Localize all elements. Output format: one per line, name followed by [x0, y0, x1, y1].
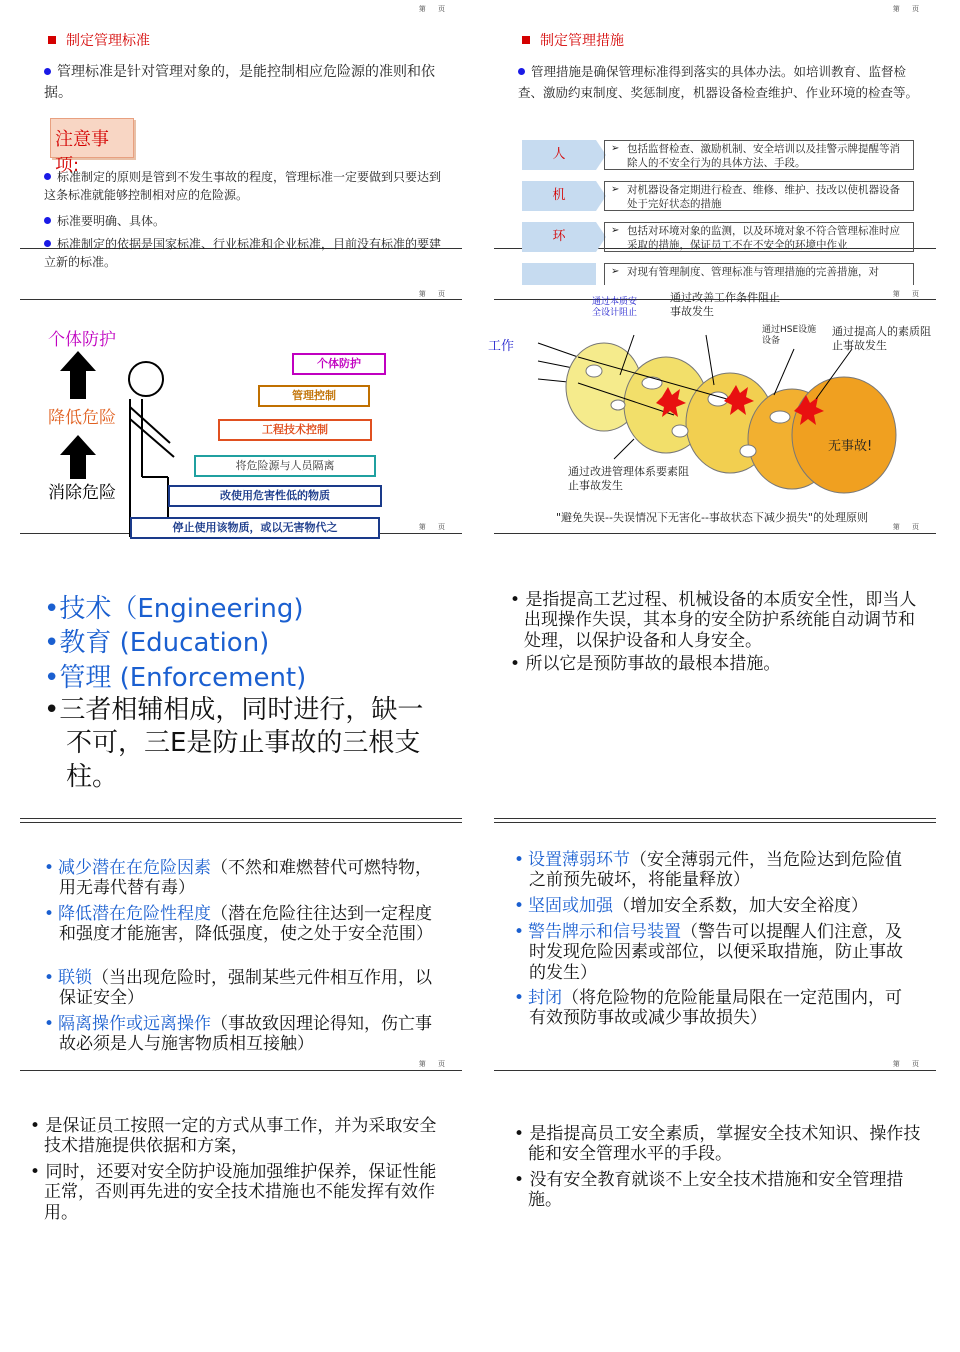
- slide-management-standards: [20, 0, 462, 269]
- annotation-hse: 通过HSE设施设备: [762, 325, 817, 347]
- divider: [20, 818, 462, 819]
- bullet-item: • 警告牌示和信号装置（警告可以提醒人们注意，及时发现危险因素或部位，以便采取措施，防止事故的发生）: [514, 922, 903, 983]
- checkmark-icon: ➢: [611, 266, 620, 277]
- step-engineering-control: 工程技术控制: [218, 419, 372, 441]
- bullet-item: • 封闭（将危险物的危险能量局限在一定范围内，可有效预防事故或减少事故损失）: [514, 988, 903, 1029]
- bullet-item: 标准要明确、具体。: [44, 212, 444, 230]
- step-personal-protection: 个体防护: [292, 353, 386, 375]
- square-bullet-icon: [522, 36, 530, 44]
- bullet-item: • 所以它是预防事故的最根本措施。: [510, 654, 781, 674]
- slide-management-measures: [494, 0, 936, 278]
- step-isolation: 将危险源与人员隔离: [194, 455, 376, 477]
- label-reduce-risk: 降低危险: [48, 408, 116, 428]
- no-accident-label: 无事故!: [828, 439, 873, 454]
- page-mark: 第 页: [418, 523, 450, 531]
- label-personal-protection: 个体防护: [48, 330, 116, 350]
- page-mark: 第 页: [892, 1060, 924, 1068]
- bullet-icon: [44, 217, 51, 224]
- bullet-icon: [44, 68, 51, 75]
- annotation-work-conditions: 通过改善工作条件阻止事故发生: [670, 291, 780, 318]
- bullet-item: 标准制定的原则是管到不发生事故的程度，管理标准一定要做到只要达到这条标准就能够控制相对应的危险源。: [44, 170, 442, 202]
- step-substitution: 改使用危害性低的物质: [168, 485, 382, 507]
- slide-three-e: [20, 570, 462, 825]
- bullet-item: 标准制定的依据是国家标准、行业标准和企业标准，目前没有标准的要建立新的标准。: [44, 237, 442, 269]
- page-mark: 第 页: [892, 523, 924, 531]
- checkmark-icon: ➢: [611, 225, 620, 236]
- item-enforcement: •管理 (Enforcement): [44, 663, 307, 693]
- row-box: ➢ 包括对环境对象的监测，以及环境对象不符合管理标准时应采取的措施，保证员工不在不安全的环境中作业: [604, 222, 914, 252]
- divider: [20, 299, 462, 300]
- bullet-icon: [518, 68, 525, 75]
- section-title: 制定管理措施: [522, 30, 624, 50]
- page-mark: 第 页: [418, 1060, 450, 1068]
- slide-technical-measures-2: [494, 822, 936, 1077]
- row-box: ➢ 对机器设备定期进行检查、维修、维护、技改以使机器设备处于完好状态的措施: [604, 181, 914, 211]
- divider: [494, 533, 936, 534]
- bullet-item: • 同时，还要对安全防护设施加强维护保养，保证性能正常，否则再先进的安全技术措施也不能发挥有效作用。: [30, 1162, 437, 1223]
- paragraph: 管理措施是确保管理标准得到落实的具体办法。如培训教育、监督检查、激励约束制度、奖惩制度，机器设备检查维护、作业环境的检查等。: [518, 64, 919, 100]
- bullet-item: • 没有安全教育就谈不上安全技术措施和安全管理措施。: [514, 1170, 904, 1211]
- bullet-item: • 是指提高员工安全素质，掌握安全技术知识、操作技能和安全管理水平的手段。: [514, 1124, 921, 1165]
- row-label-machine: 机: [522, 181, 596, 211]
- page-mark: 第 页: [418, 290, 450, 298]
- section-title: 制定管理标准: [48, 30, 150, 50]
- up-arrow-icon: [60, 351, 96, 399]
- slide-education-role: [494, 1096, 936, 1266]
- checkmark-icon: ➢: [611, 184, 620, 195]
- item-engineering: •技术（Engineering): [44, 594, 304, 624]
- slide-intrinsic-safety: [494, 570, 936, 825]
- stick-figure-icon: [120, 357, 210, 537]
- row-box: ➢ 对现有管理制度、管理标准与管理措施的完善措施，对: [604, 263, 914, 293]
- bullet-item: • 是指提高工艺过程、机械设备的本质安全性，即当人出现操作失误，其本身的安全防护系统能自动调节和处理，以保护设备和人身安全。: [510, 590, 917, 651]
- step-elimination: 停止使用该物质，或以无害物代之: [130, 517, 380, 539]
- bullet-item: • 是保证员工按照一定的方式从事工作，并为采取安全技术措施提供依据和方案，: [30, 1116, 437, 1157]
- row-label-person: 人: [522, 140, 596, 170]
- item-education: •教育 (Education): [44, 628, 270, 658]
- annotation-management-system: 通过改进管理体系要素阻止事故发生: [568, 465, 689, 493]
- bullet-item: • 设置薄弱环节（安全薄弱元件，当危险达到危险值之前预先破坏，将能量释放）: [514, 850, 903, 891]
- square-bullet-icon: [48, 36, 56, 44]
- bullet-icon: [44, 173, 51, 180]
- bullet-icon: [44, 240, 51, 247]
- conclusion-line-2: 不可，三E是防止事故的三根支柱。: [66, 728, 421, 792]
- slide-swiss-cheese: [488, 285, 936, 540]
- paragraph: 管理标准是针对管理对象的，是能控制相应危险源的准则和依据。: [44, 64, 435, 101]
- bullet-item: • 坚固或加强（增加安全系数，加大安全裕度）: [514, 896, 869, 916]
- slide-management-role: [20, 1096, 462, 1266]
- row-label-environment: 环: [522, 222, 596, 252]
- annotation-intrinsic: 通过本质安全设计阻止: [592, 297, 638, 319]
- bullet-item: • 减少潜在在危险因素（不然和难燃替代可燃特物，用无毒代替有毒）: [44, 858, 433, 899]
- principle-caption: "避免失误--失误情况下无害化--事故状态下减少损失"的处理原则: [556, 511, 868, 524]
- slide-technical-measures-1: [20, 822, 462, 1077]
- conclusion-line-1: •三者相辅相成，同时进行，缺一: [44, 695, 424, 725]
- page-mark: 第 页: [892, 290, 924, 298]
- divider: [494, 822, 936, 823]
- row-box: ➢ 包括监督检查、激励机制、安全培训以及挂警示牌提醒等消除人的不安全行为的具体方法、手段。: [604, 140, 914, 170]
- up-arrow-icon: [60, 435, 96, 479]
- label-work: 工作: [488, 339, 515, 354]
- annotation-people: 通过提高人的素质阻止事故发生: [832, 325, 931, 352]
- slide-control-hierarchy: [20, 285, 462, 540]
- bullet-item: • 降低潜在危险性程度（潜在危险往往达到一定程度和强度才能施害，降低强度，使之处于安全范围）: [44, 904, 433, 945]
- divider: [494, 1070, 936, 1071]
- step-management-control: 管理控制: [258, 385, 370, 407]
- bullet-item: • 隔离操作或远离操作（事故致因理论得知，伤亡事故必须是人与施害物质相互接触）: [44, 1014, 433, 1055]
- bullet-item: • 联锁（当出现危险时，强制某些元件相互作用，以保证安全）: [44, 968, 433, 1009]
- checkmark-icon: ➢: [611, 143, 620, 154]
- divider: [20, 1070, 462, 1071]
- note-tag: 注意事项:: [50, 118, 134, 158]
- label-eliminate-risk: 消除危险: [48, 483, 116, 503]
- page-mark: 第 页: [892, 5, 924, 13]
- divider: [20, 822, 462, 823]
- divider: [494, 818, 936, 819]
- page-mark: 第 页: [418, 5, 450, 13]
